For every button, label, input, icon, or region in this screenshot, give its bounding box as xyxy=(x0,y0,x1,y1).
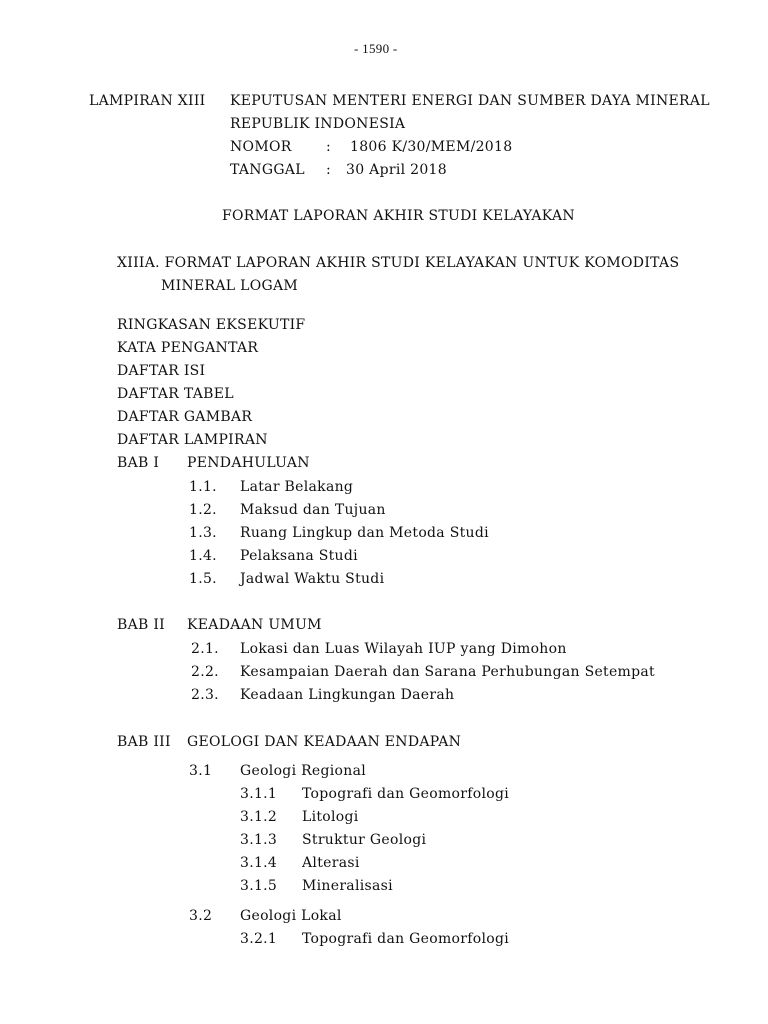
sub-subsection-title: Alterasi xyxy=(302,855,360,871)
lampiran-label: LAMPIRAN XIII xyxy=(89,93,206,109)
nomor-value: 1806 K/30/MEM/2018 xyxy=(350,139,513,155)
subsection-number: 2.1. xyxy=(191,641,219,657)
subsection-title: Pelaksana Studi xyxy=(240,548,358,564)
decree-title-line2: REPUBLIK INDONESIA xyxy=(230,116,406,132)
subsection-title: Lokasi dan Luas Wilayah IUP yang Dimohon xyxy=(240,641,567,657)
subsection-title: Ruang Lingkup dan Metoda Studi xyxy=(240,525,489,541)
front-matter-item: DAFTAR ISI xyxy=(117,363,206,379)
sub-subsection-number: 3.1.4 xyxy=(240,855,278,871)
page-number: - 1590 - xyxy=(354,41,398,56)
bab-title: GEOLOGI DAN KEADAAN ENDAPAN xyxy=(187,734,462,750)
sub-subsection-number: 3.1.2 xyxy=(240,809,278,825)
front-matter-item: DAFTAR GAMBAR xyxy=(117,409,253,425)
subsection-number: 3.2 xyxy=(189,908,213,924)
tanggal-label: TANGGAL xyxy=(230,162,305,178)
subsection-title: Jadwal Waktu Studi xyxy=(240,571,385,587)
sub-subsection-title: Struktur Geologi xyxy=(302,832,427,848)
sub-subsection-number: 3.1.1 xyxy=(240,786,278,802)
sub-subsection-title: Litologi xyxy=(302,809,359,825)
bab-label: BAB I xyxy=(117,455,160,471)
sub-subsection-title: Topografi dan Geomorfologi xyxy=(302,786,510,802)
front-matter-item: KATA PENGANTAR xyxy=(117,340,259,356)
subsection-number: 1.4. xyxy=(189,548,217,564)
bab-label: BAB II xyxy=(117,617,165,633)
nomor-label: NOMOR xyxy=(230,139,292,155)
subsection-number: 1.1. xyxy=(189,479,217,495)
subsection-number: 1.5. xyxy=(189,571,217,587)
subsection-title: Keadaan Lingkungan Daerah xyxy=(240,687,455,703)
front-matter-item: DAFTAR LAMPIRAN xyxy=(117,432,268,448)
subsection-number: 1.2. xyxy=(189,502,217,518)
section-heading-line2: MINERAL LOGAM xyxy=(161,278,299,294)
front-matter-item: DAFTAR TABEL xyxy=(117,386,234,402)
subsection-number: 2.2. xyxy=(191,664,219,680)
subsection-title: Latar Belakang xyxy=(240,479,354,495)
format-title: FORMAT LAPORAN AKHIR STUDI KELAYAKAN xyxy=(222,208,575,224)
subsection-number: 3.1 xyxy=(189,763,213,779)
subsection-number: 2.3. xyxy=(191,687,219,703)
bab-title: KEADAAN UMUM xyxy=(187,617,322,633)
sub-subsection-title: Mineralisasi xyxy=(302,878,393,894)
sub-subsection-number: 3.1.3 xyxy=(240,832,278,848)
sub-subsection-number: 3.1.5 xyxy=(240,878,278,894)
bab-title: PENDAHULUAN xyxy=(187,455,310,471)
tanggal-colon: : xyxy=(326,162,332,178)
front-matter-item: RINGKASAN EKSEKUTIF xyxy=(117,317,306,333)
nomor-colon: : xyxy=(326,139,332,155)
bab-label: BAB III xyxy=(117,734,171,750)
sub-subsection-title: Topografi dan Geomorfologi xyxy=(302,931,510,947)
tanggal-value: 30 April 2018 xyxy=(346,162,447,178)
subsection-title: Geologi Regional xyxy=(240,763,367,779)
sub-subsection-number: 3.2.1 xyxy=(240,931,278,947)
decree-title-line1: KEPUTUSAN MENTERI ENERGI DAN SUMBER DAYA MINERAL xyxy=(230,93,710,109)
section-heading-line1: XIIIA. FORMAT LAPORAN AKHIR STUDI KELAYAKAN UNTUK KOMODITAS xyxy=(117,255,680,271)
subsection-title: Maksud dan Tujuan xyxy=(240,502,386,518)
subsection-title: Kesampaian Daerah dan Sarana Perhubungan Setempat xyxy=(240,664,655,680)
subsection-title: Geologi Lokal xyxy=(240,908,342,924)
subsection-number: 1.3. xyxy=(189,525,217,541)
